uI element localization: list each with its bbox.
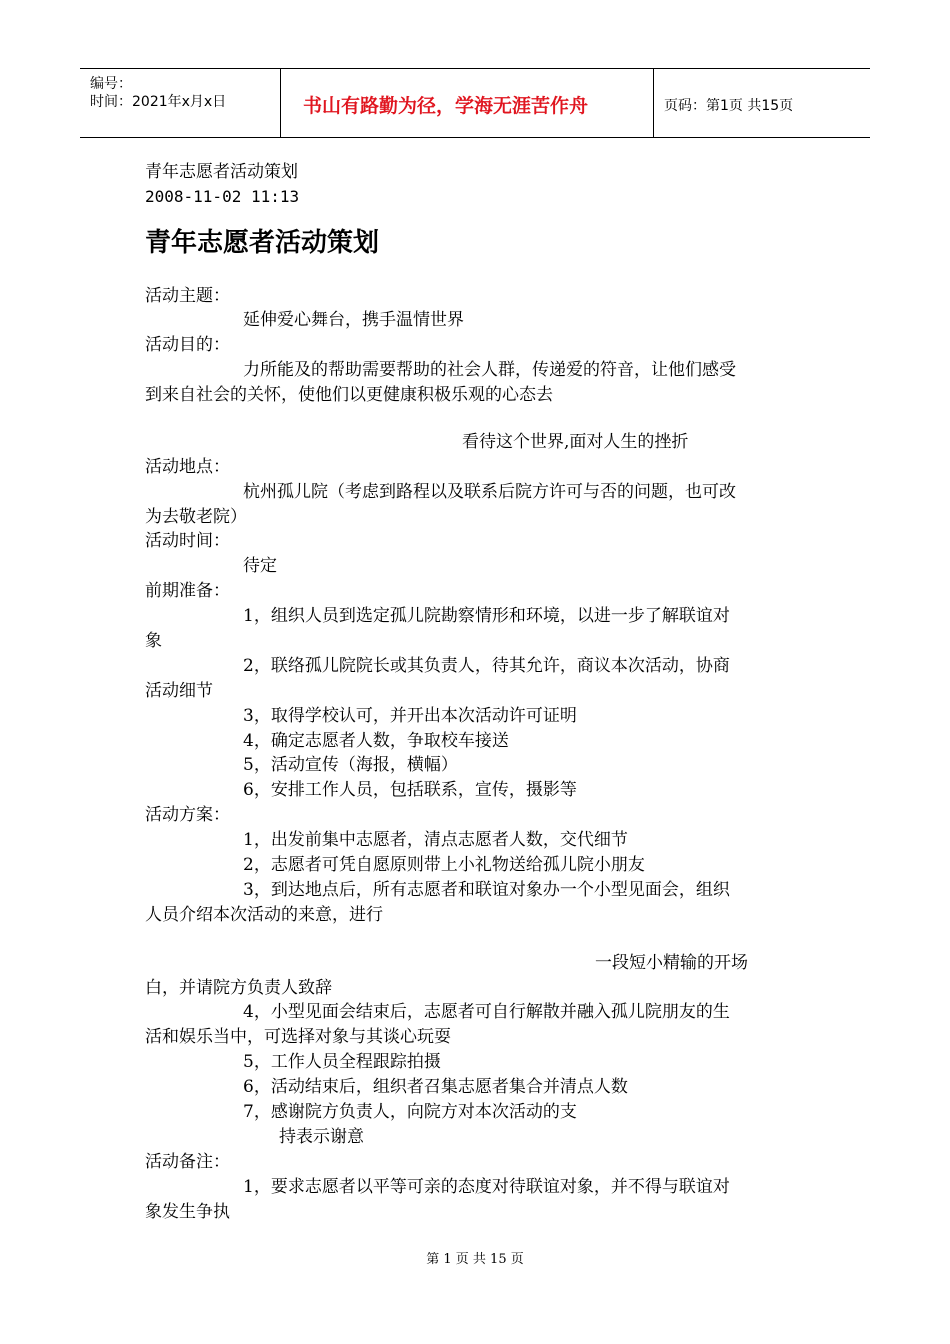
list-item: 1，要求志愿者以平等可亲的态度对待联谊对象，并不得与联谊对	[243, 1177, 730, 1197]
body-line: 象	[145, 631, 162, 651]
body-line: 杭州孤儿院（考虑到路程以及联系后院方许可与否的问题，也可改	[243, 482, 736, 502]
body-line: 活动细节	[145, 681, 213, 701]
section-heading-notes: 活动备注：	[145, 1152, 230, 1172]
body-line: 持表示谢意	[279, 1127, 364, 1147]
page-footer: 第 1 页 共 15 页	[426, 1252, 524, 1267]
section-heading-location: 活动地点：	[145, 457, 230, 477]
page-info: 页码：第1页 共15页	[664, 98, 794, 114]
body-line: 到来自社会的关怀，使他们以更健康积极乐观的心态去	[145, 385, 553, 405]
source-title: 青年志愿者活动策划	[145, 162, 298, 182]
list-item: 4，小型见面会结束后，志愿者可自行解散并融入孤儿院朋友的生	[243, 1002, 730, 1022]
body-line: 待定	[243, 556, 277, 576]
body-line: 人员介绍本次活动的来意，进行	[145, 905, 383, 925]
list-item: 2，联络孤儿院院长或其负责人，待其允许，商议本次活动，协商	[243, 656, 730, 676]
section-heading-time: 活动时间：	[145, 531, 230, 551]
body-line: 一段短小精输的开场	[595, 953, 748, 973]
list-item: 1，组织人员到选定孤儿院勘察情形和环境，以进一步了解联谊对	[243, 606, 730, 626]
list-item: 7，感谢院方负责人，向院方对本次活动的支	[243, 1102, 577, 1122]
list-item: 3，取得学校认可，并开出本次活动许可证明	[243, 706, 577, 726]
list-item: 6，安排工作人员，包括联系，宣传，摄影等	[243, 780, 577, 800]
header-motto-cell	[281, 69, 654, 137]
list-item: 4，确定志愿者人数，争取校车接送	[243, 731, 509, 751]
body-line: 为去敬老院）	[145, 507, 247, 527]
body-line: 白，并请院方负责人致辞	[145, 978, 332, 998]
post-datetime: 2008-11-02 11:13	[145, 187, 300, 206]
list-item: 6，活动结束后，组织者召集志愿者集合并清点人数	[243, 1077, 628, 1097]
body-line: 活和娱乐当中，可选择对象与其谈心玩耍	[145, 1027, 451, 1047]
header-meta-cell	[80, 69, 281, 137]
list-item: 3，到达地点后，所有志愿者和联谊对象办一个小型见面会，组织	[243, 880, 730, 900]
section-heading-plan: 活动方案：	[145, 805, 230, 825]
time-label: 时间：2021年x月x日	[90, 94, 227, 110]
body-line: 力所能及的帮助需要帮助的社会人群，传递爱的符音，让他们感受	[243, 360, 736, 380]
page-header	[80, 68, 870, 138]
list-item: 5，工作人员全程跟踪拍摄	[243, 1052, 441, 1072]
body-line: 延伸爱心舞台，携手温情世界	[243, 310, 464, 330]
header-page-cell	[654, 69, 870, 137]
document-title: 青年志愿者活动策划	[145, 228, 380, 258]
body-line: 象发生争执	[145, 1202, 230, 1222]
section-heading-purpose: 活动目的：	[145, 335, 230, 355]
number-label: 编号：	[90, 76, 132, 92]
list-item: 1，出发前集中志愿者，清点志愿者人数，交代细节	[243, 830, 628, 850]
motto: 书山有路勤为径，学海无涯苦作舟	[303, 95, 589, 117]
section-heading-theme: 活动主题：	[145, 286, 230, 306]
section-heading-preparation: 前期准备：	[145, 581, 230, 601]
list-item: 5，活动宣传（海报，横幅）	[243, 755, 458, 775]
body-line: 看待这个世界,面对人生的挫折	[462, 432, 689, 452]
list-item: 2，志愿者可凭自愿原则带上小礼物送给孤儿院小朋友	[243, 855, 645, 875]
